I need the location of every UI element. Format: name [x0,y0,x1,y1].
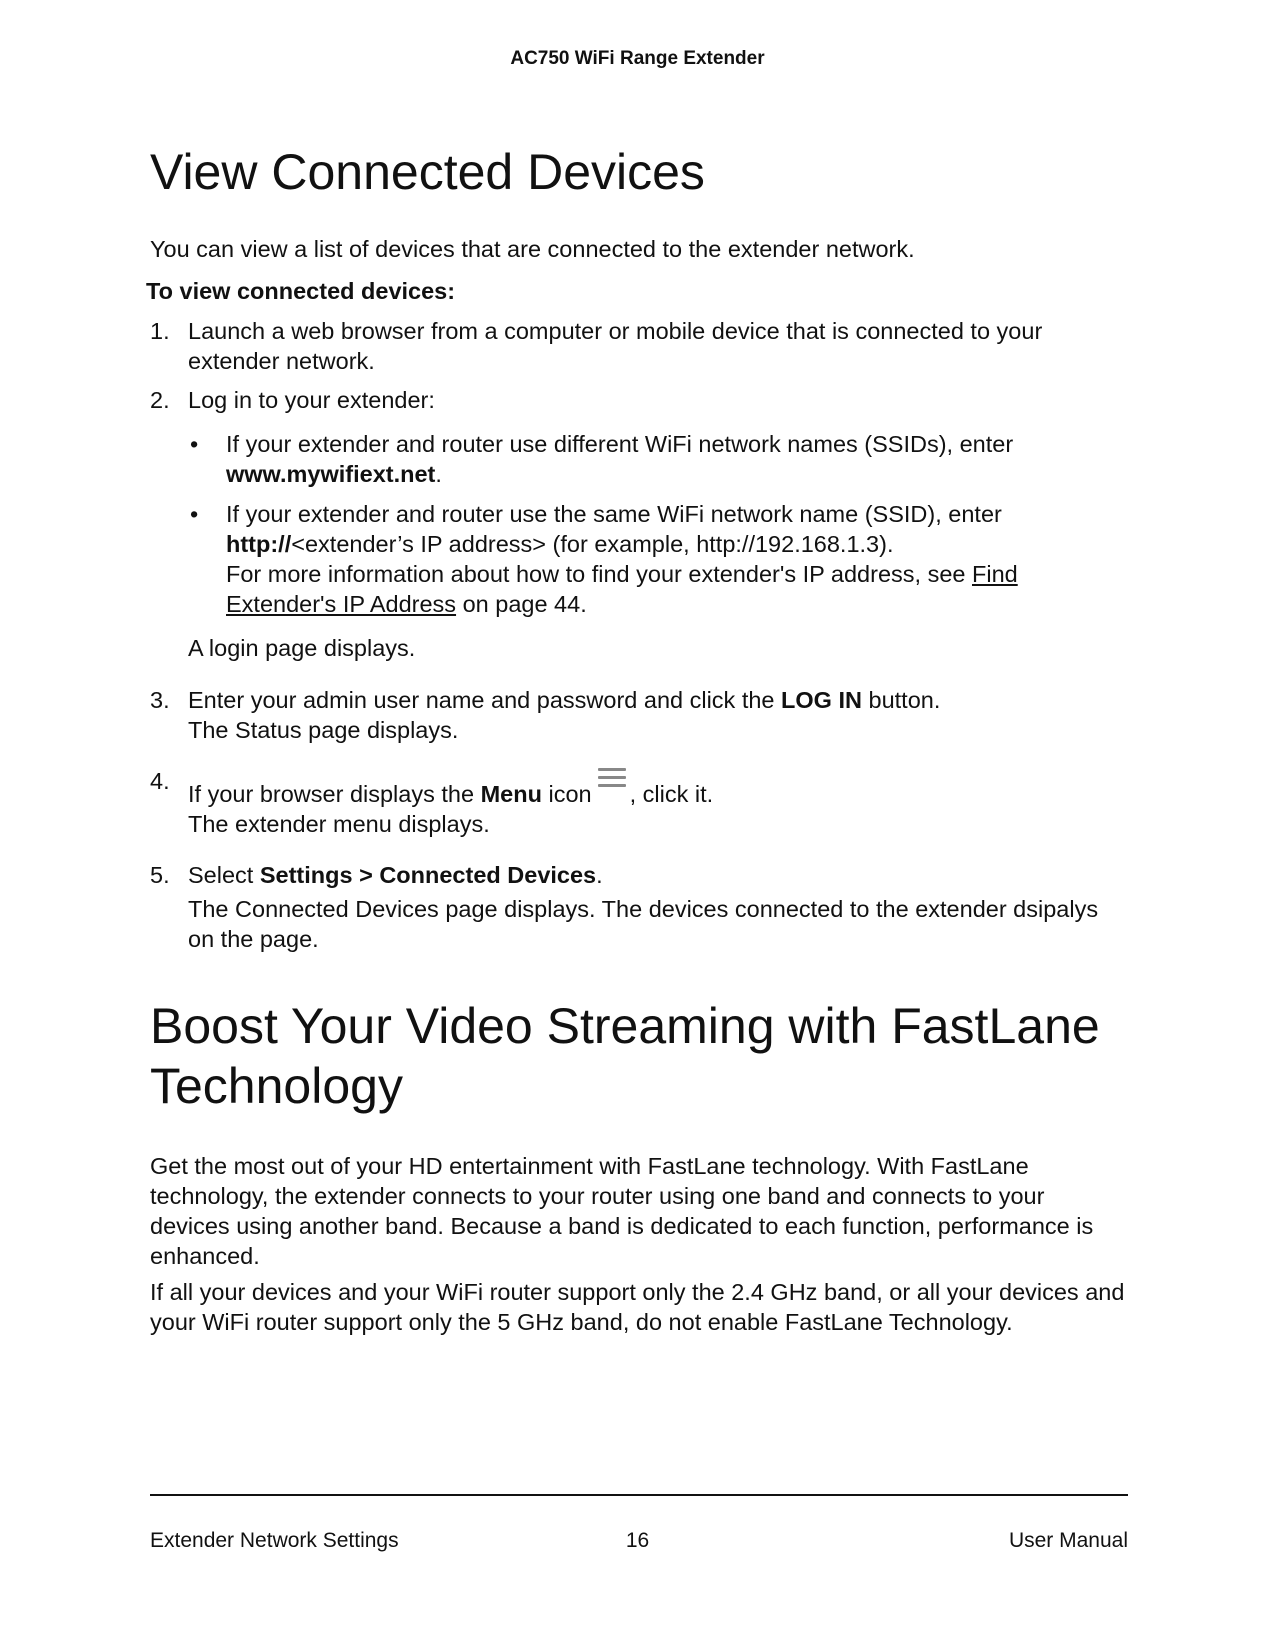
settings-path: Settings > Connected Devices [259,862,597,888]
section-title-view-connected-devices: View Connected Devices [150,144,705,200]
step-1-text: Launch a web browser from a computer or mobile device that is connected to your extender network. [188,318,1043,374]
step-4-text [188,779,1128,839]
step-number: 4. [150,768,170,794]
extender-url: www.mywifiext.net [226,461,436,487]
intro-paragraph: You can view a list of devices that are connected to the extender network. [150,236,915,262]
punctuation: . [435,461,442,487]
find-ip-address-link[interactable]: Find Extender's IP Address [226,561,1018,617]
ip-example: <extender’s IP address> (for example, http://192.168.1.3). [291,531,894,557]
running-header: AC750 WiFi Range Extender [510,48,765,69]
step-5-result: The Connected Devices page displays. The devices connected to the extender dsipalys on the page. [188,896,1099,952]
step-5-text [188,860,1128,890]
footer-divider [150,1494,1128,1496]
procedure-heading: To view connected devices: [146,278,456,304]
step-3-pre: Enter your admin user name and password and click the [188,687,782,713]
section-title-fastlane: Boost Your Video Streaming with FastLane Technology [150,998,1100,1114]
step-3-text [188,685,1128,745]
log-in-label: LOG IN [781,687,862,713]
step-4-mid: icon [541,781,592,807]
footer-page-number: 16 [625,1529,650,1552]
more-info-text: For more information about how to find your extender's IP address, see [226,561,972,587]
bullet-different-ssid [226,429,1126,489]
bullet-text: If your extender and router use the same WiFi network name (SSID), enter [226,501,1002,527]
step-number: 2. [150,387,170,413]
step-3-post: button. [861,687,941,713]
step-number: 5. [150,862,170,888]
bullet-icon: • [190,501,199,527]
step-number: 1. [150,318,170,344]
hamburger-menu-icon [598,768,626,790]
bullet-text: If your extender and router use different WiFi network names (SSIDs), enter [226,431,1014,457]
step-4-pre: If your browser displays the [188,781,481,807]
step-4-post: , click it. [629,781,714,807]
step-number: 3. [150,687,170,713]
step-5-pre: Select [188,862,260,888]
footer-section-name: Extender Network Settings [150,1529,399,1552]
step-2-result: A login page displays. [188,635,416,661]
step-3-result: The Status page displays. [188,717,459,743]
menu-label: Menu [480,781,542,807]
bullet-icon: • [190,431,199,457]
bullet-same-ssid [226,499,1126,619]
page-reference: on page 44. [456,591,587,617]
step-2-text: Log in to your extender: [188,387,435,413]
fastlane-paragraph-1: Get the most out of your HD entertainment with FastLane technology. With FastLane technology, the extender connects to your router using one band and connects to your devices using another band. Because a band is dedicated to each function, performance is enhanced. [150,1153,1094,1269]
footer-document-name: User Manual [1008,1529,1128,1552]
step-5-post: . [596,862,603,888]
fastlane-paragraph-2: If all your devices and your WiFi router support only the 2.4 GHz band, or all your devices and your WiFi router support only the 5 GHz band, do not enable FastLane Technology. [150,1279,1125,1335]
step-4-result: The extender menu displays. [188,811,490,837]
http-prefix: http:// [226,531,292,557]
